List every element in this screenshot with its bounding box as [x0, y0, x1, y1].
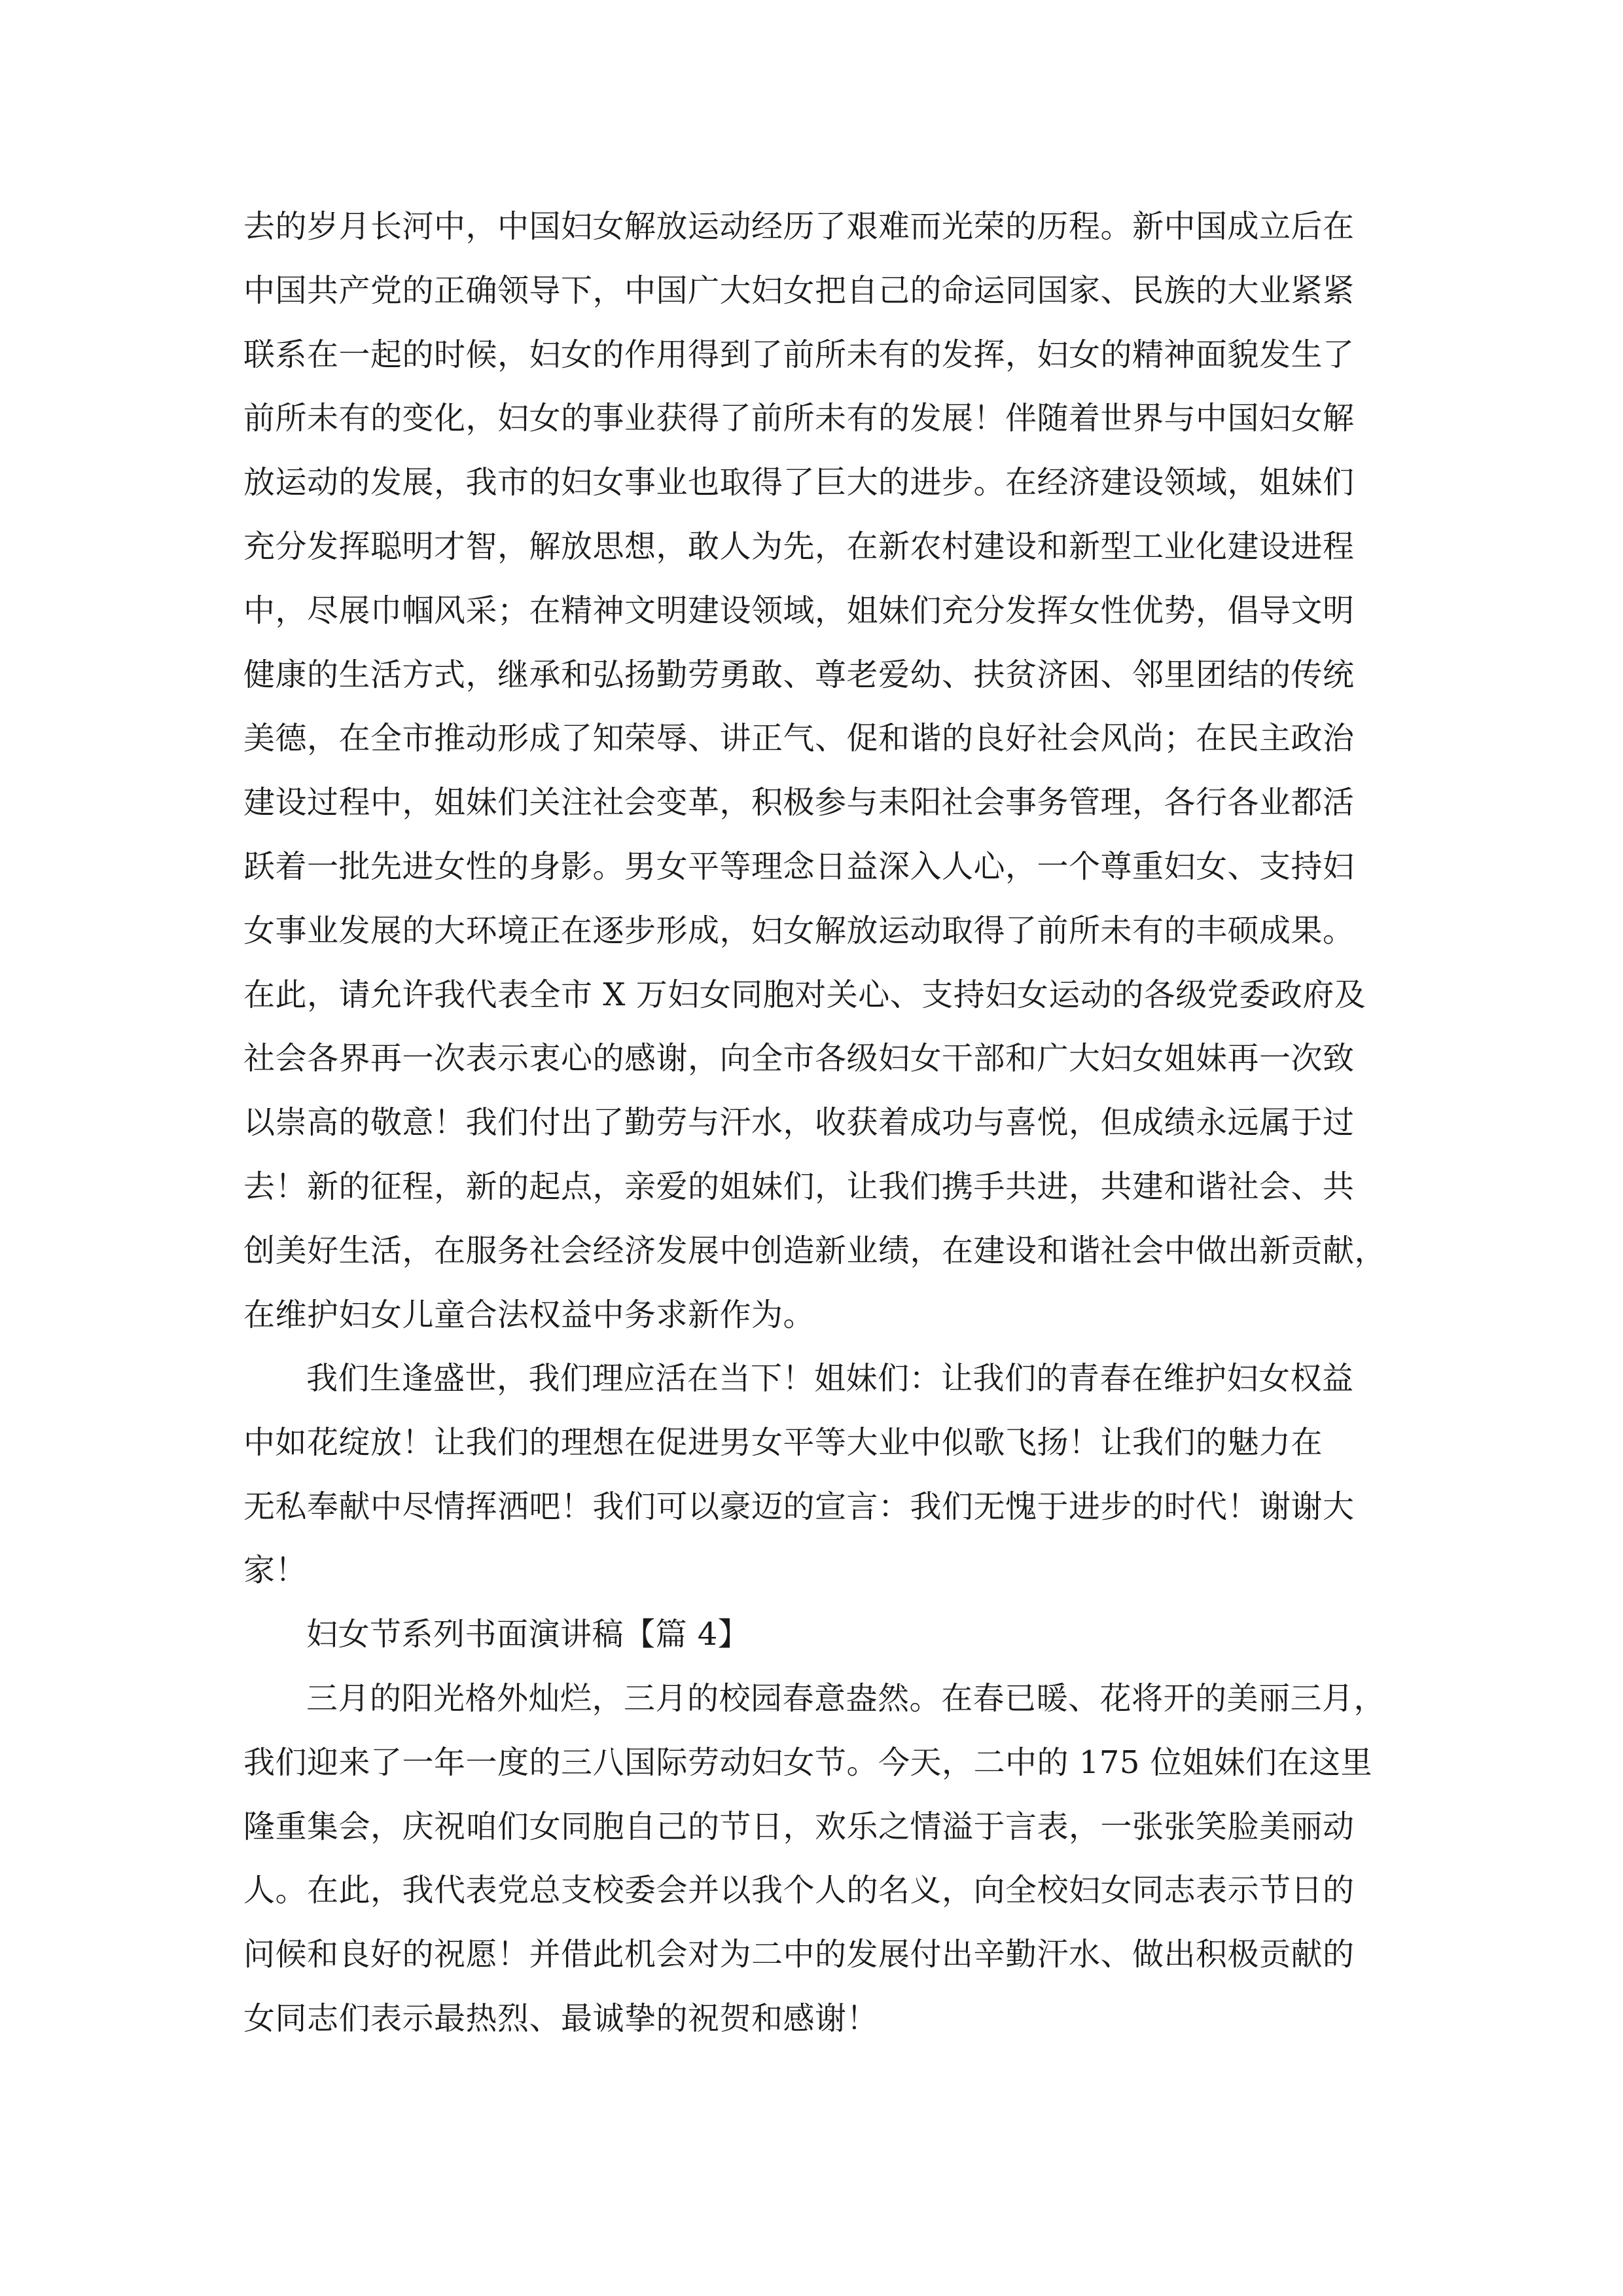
text-line: 女同志们表示最热烈、最诚挚的祝贺和感谢！: [243, 2000, 879, 2037]
text-line: 三月的阳光格外灿烂，三月的校园春意盎然。在春已暖、花将开的美丽三月，: [306, 1680, 1386, 1717]
text-line: 去的岁月长河中，中国妇女解放运动经历了艰难而光荣的历程。新中国成立后在: [243, 208, 1355, 245]
text-line: 社会各界再一次表示衷心的感谢，向全市各级妇女干部和广大妇女姐妹再一次致: [243, 1040, 1355, 1077]
text-line: 隆重集会，庆祝咱们女同胞自己的节日，欢乐之情溢于言表，一张张笑脸美丽动: [243, 1808, 1355, 1845]
body-paragraph-2: [243, 1347, 1383, 1603]
body-paragraph-1: [243, 195, 1387, 1347]
text-line: 跃着一批先进女性的身影。男女平等理念日益深入人心，一个尊重妇女、支持妇: [243, 848, 1355, 885]
text-line: 中，尽展巾帼风采；在精神文明建设领域，姐妹们充分发挥女性优势，倡导文明: [243, 592, 1355, 629]
section-heading: 妇女节系列书面演讲稿【篇 4】: [306, 1616, 750, 1653]
text-line: 问候和良好的祝愿！并借此机会对为二中的发展付出辛勤汗水、做出积极贡献的: [243, 1936, 1355, 1973]
text-line: 充分发挥聪明才智，解放思想，敢人为先，在新农村建设和新型工业化建设进程: [243, 528, 1355, 565]
text-line: 我们生逢盛世，我们理应活在当下！姐妹们：让我们的青春在维护妇女权益: [306, 1360, 1354, 1397]
text-line: 去！新的征程，新的起点，亲爱的姐妹们，让我们携手共进，共建和谐社会、共: [243, 1168, 1355, 1205]
text-line: 联系在一起的时候，妇女的作用得到了前所未有的发挥，妇女的精神面貌发生了: [243, 336, 1355, 373]
text-line: 以崇高的敬意！我们付出了勤劳与汗水，收获着成功与喜悦，但成绩永远属于过: [243, 1104, 1355, 1141]
text-line: 中国共产党的正确领导下，中国广大妇女把自己的命运同国家、民族的大业紧紧: [243, 272, 1355, 309]
text-line: 美德，在全市推动形成了知荣辱、讲正气、促和谐的良好社会风尚；在民主政治: [243, 720, 1355, 757]
body-paragraph-3: [243, 1667, 1386, 2051]
text-line: 在维护妇女儿童合法权益中务求新作为。: [243, 1296, 815, 1333]
text-line: 放运动的发展，我市的妇女事业也取得了巨大的进步。在经济建设领域，姐妹们: [243, 464, 1355, 501]
text-line: 女事业发展的大环境正在逐步形成，妇女解放运动取得了前所未有的丰硕成果。: [243, 912, 1355, 949]
text-line: 建设过程中，姐妹们关注社会变革，积极参与耒阳社会事务管理，各行各业都活: [243, 784, 1355, 821]
text-line: 人。在此，我代表党总支校委会并以我个人的名义，向全校妇女同志表示节日的: [243, 1872, 1355, 1909]
text-line: 家！: [243, 1552, 308, 1589]
text-line: 无私奉献中尽情挥洒吧！我们可以豪迈的宣言：我们无愧于进步的时代！谢谢大: [243, 1488, 1355, 1525]
text-line: 我们迎来了一年一度的三八国际劳动妇女节。今天，二中的 175 位姐妹们在这里: [243, 1744, 1373, 1781]
text-line: 中如花绽放！让我们的理想在促进男女平等大业中似歌飞扬！让我们的魅力在: [243, 1424, 1323, 1461]
text-line: 健康的生活方式，继承和弘扬勤劳勇敢、尊老爱幼、扶贫济困、邻里团结的传统: [243, 656, 1355, 693]
text-line: 在此，请允许我代表全市 X 万妇女同胞对关心、支持妇女运动的各级党委政府及: [243, 976, 1366, 1013]
text-line: 前所未有的变化，妇女的事业获得了前所未有的发展！伴随着世界与中国妇女解: [243, 400, 1355, 437]
section-heading-block: [243, 1603, 1383, 1667]
text-line: 创美好生活，在服务社会经济发展中创造新业绩，在建设和谐社会中做出新贡献，: [243, 1232, 1387, 1269]
